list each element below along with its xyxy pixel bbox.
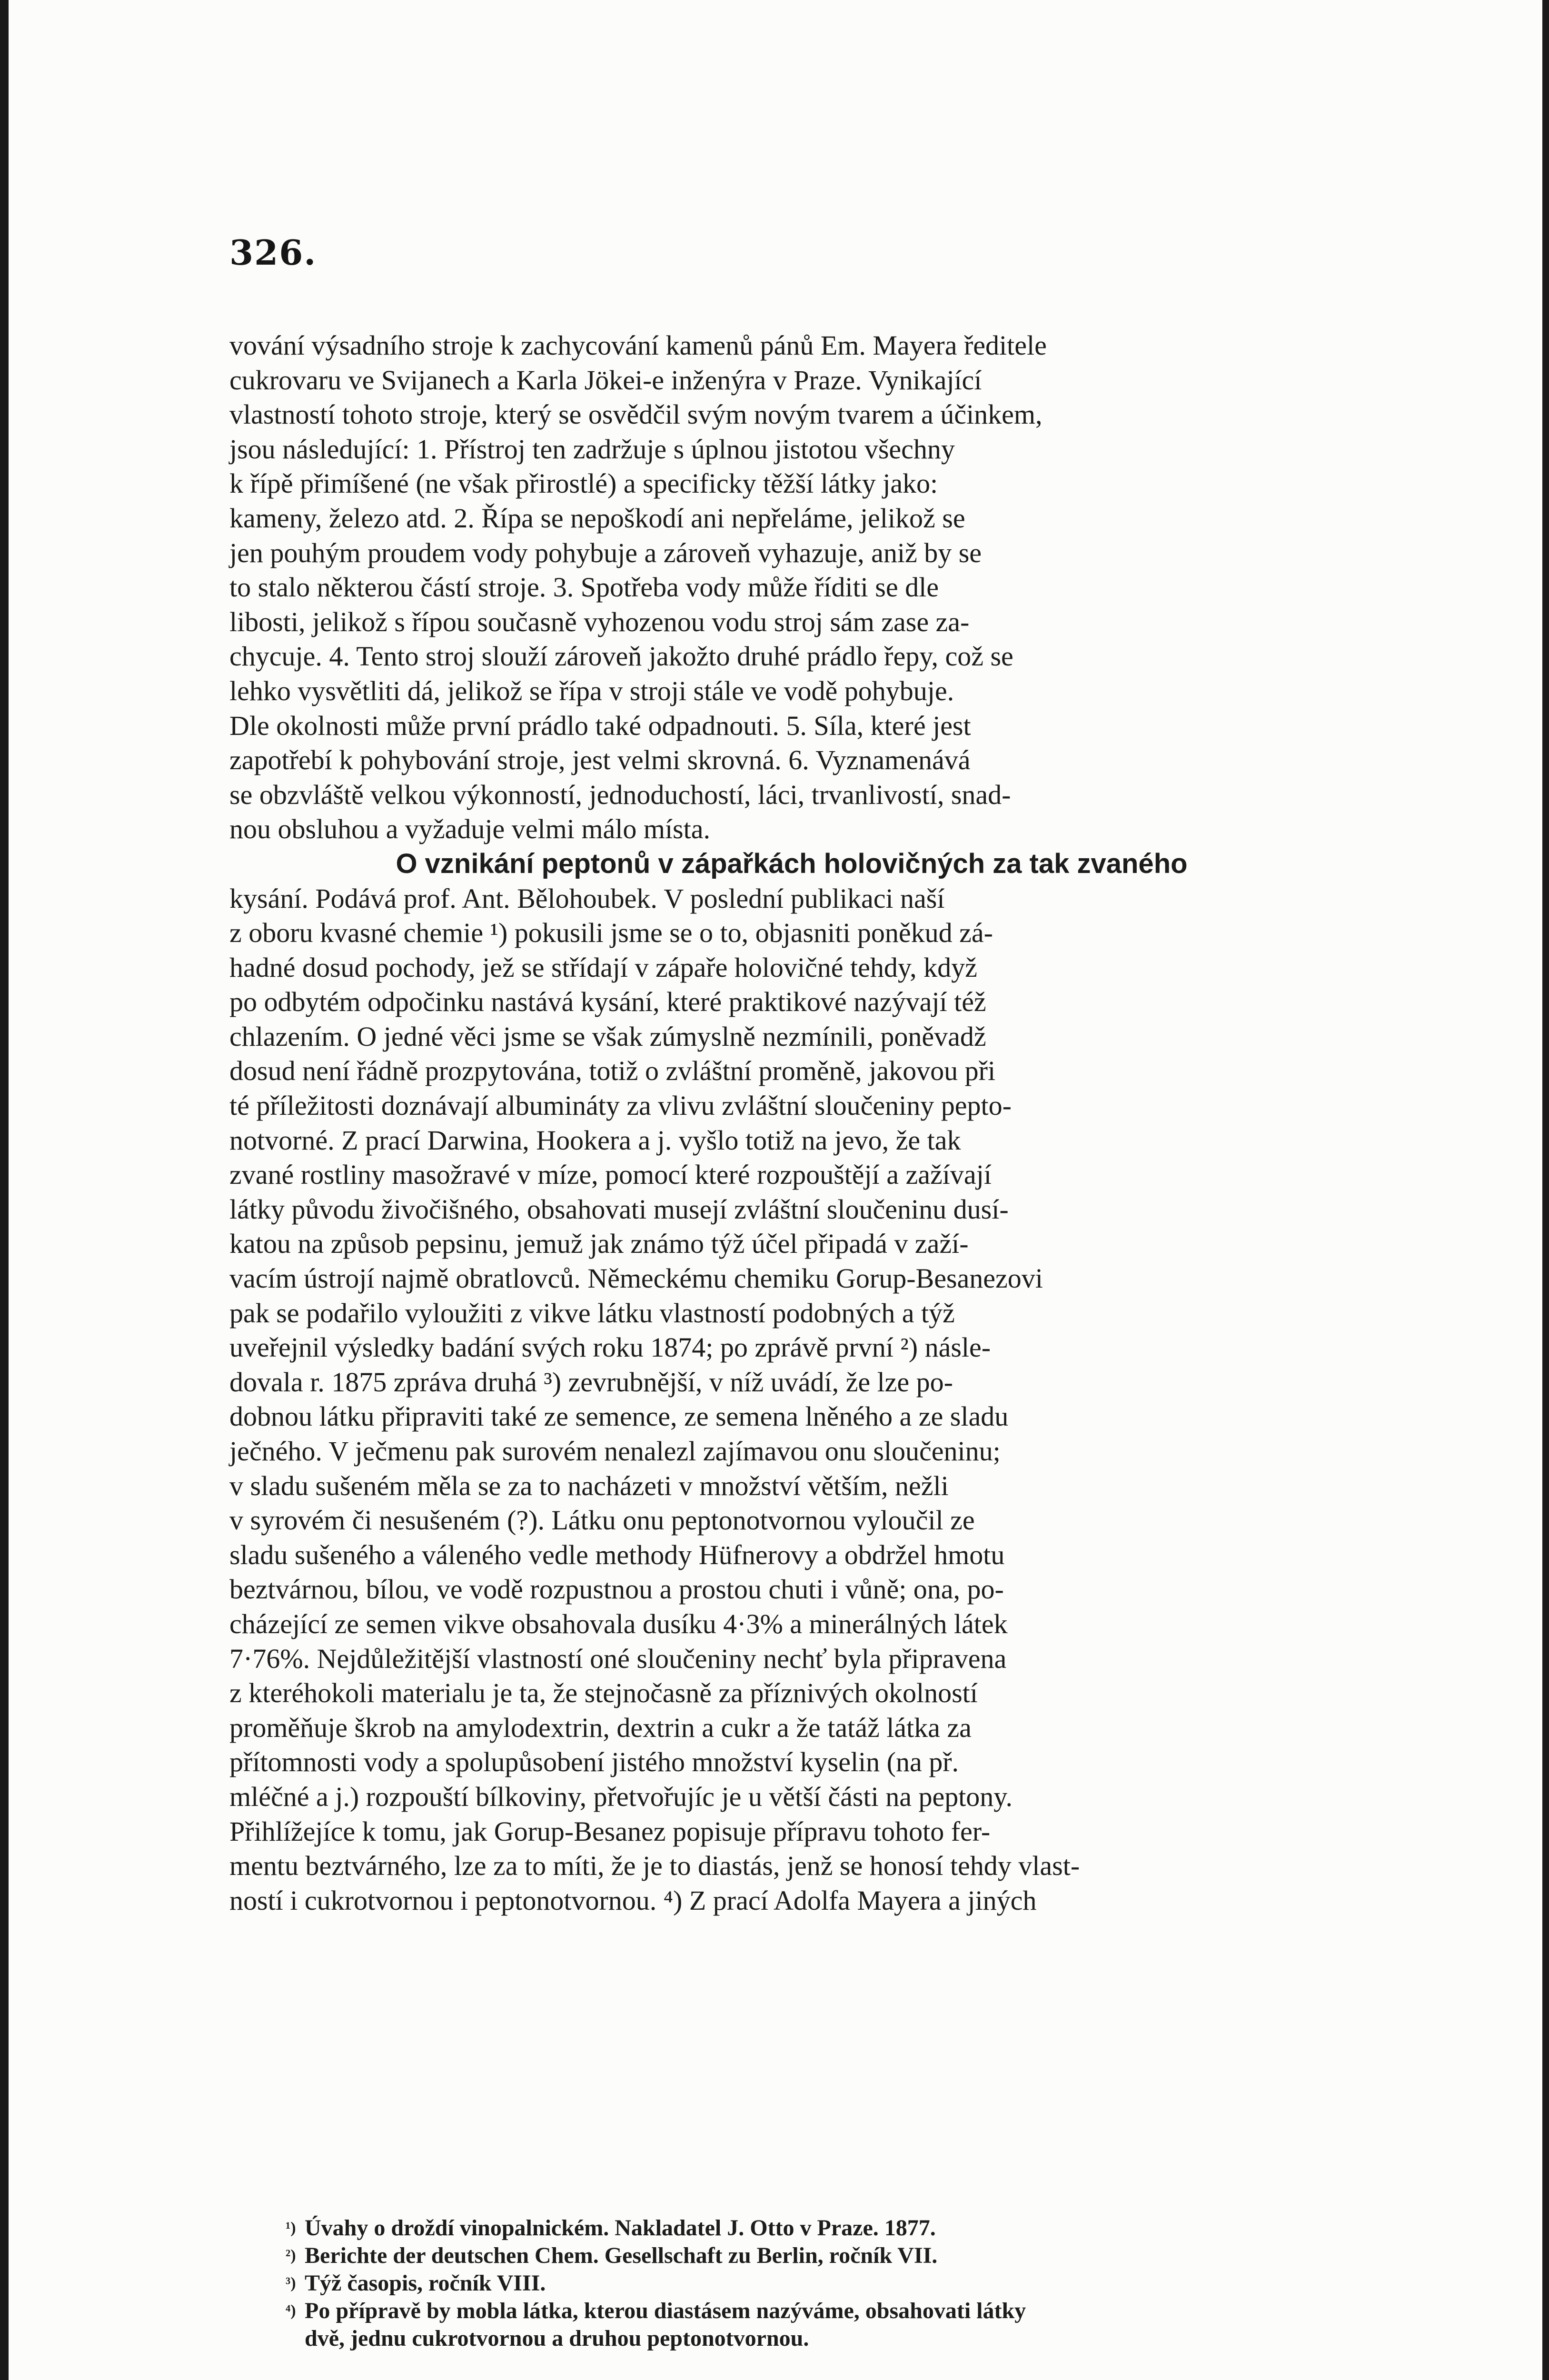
text-line: mentu beztvárného, lze za to míti, že je to diastás, jenž se honosí tehdy vlast- bbox=[229, 1850, 1080, 1882]
page-number: 326. bbox=[229, 232, 317, 273]
text-line: chlazením. O jedné věci jsme se však zúmyslně nezmínili, poněvadž bbox=[229, 1021, 986, 1052]
text-line: z oboru kvasné chemie ¹) pokusili jsme se o to, objasniti poněkud zá- bbox=[229, 917, 993, 949]
text-line: látky původu živočišného, obsahovati musejí zvláštní sloučeninu dusí- bbox=[229, 1193, 1009, 1225]
text-line: uveřejnil výsledky badání svých roku 1874; po zprávě první ²) násle- bbox=[229, 1332, 991, 1363]
text-line: té příležitosti doznávají albumináty za vlivu zvláštní sloučeniny pepto- bbox=[229, 1090, 1012, 1121]
text-line: ječného. V ječmenu pak surovém nenalezl zajímavou onu sloučeninu; bbox=[229, 1436, 1001, 1467]
footnote-4-continuation bbox=[286, 2325, 1357, 2352]
text-line: mléčné a j.) rozpouští bílkoviny, přetvořujíc je u větší části na peptony. bbox=[229, 1781, 1013, 1812]
text-line: Přihlížejíce k tomu, jak Gorup-Besanez popisuje přípravu tohoto fer- bbox=[229, 1815, 991, 1847]
text-line: dosud není řádně prozpytována, totiž o zvláštní proměně, jakovou při bbox=[229, 1055, 996, 1087]
footnote-1 bbox=[286, 2214, 1357, 2242]
text-line: nou obsluhou a vyžaduje velmi málo místa. bbox=[229, 813, 710, 845]
footnote-text: dvě, jednu cukrotvornou a druhou peptonotvornou. bbox=[305, 2326, 809, 2351]
text-line: Dle okolnosti může první prádlo také odpadnouti. 5. Síla, které jest bbox=[229, 710, 971, 741]
text-line: kysání. Podává prof. Ant. Bělohoubek. V poslední publikaci naší bbox=[229, 883, 945, 914]
footnote-2 bbox=[286, 2242, 1357, 2270]
text-line: vlastností tohoto stroje, který se osvědčil svým novým tvarem a účinkem, bbox=[229, 399, 1043, 430]
text-line: ností i cukrotvornou i peptonotvornou. ⁴) Z prací Adolfa Mayera a jiných bbox=[229, 1884, 1037, 1916]
text-line: vování výsadního stroje k zachycování kamenů pánů Em. Mayera ředitele bbox=[229, 330, 1047, 361]
text-line: se obzvláště velkou výkonností, jednoduchostí, láci, trvanlivostí, snad- bbox=[229, 779, 1011, 810]
paragraph-stone-catcher bbox=[229, 328, 1354, 847]
text-line: dovala r. 1875 zpráva druhá ³) zevrubnější, v níž uvádí, že lze po- bbox=[229, 1366, 953, 1398]
footnote-marker: ¹) bbox=[286, 2219, 296, 2237]
text-line: k řípě přimíšené (ne však přirostlé) a specificky těžší látky jako: bbox=[229, 468, 938, 499]
text-line: zvané rostliny masožravé v míze, pomocí které rozpouštějí a zažívají bbox=[229, 1159, 992, 1190]
text-line: katou na způsob pepsinu, jemuž jak známo týž účel připadá v zaží- bbox=[229, 1228, 969, 1259]
scan-border-right bbox=[1542, 0, 1549, 2380]
text-line: z kteréhokoli materialu je ta, že stejnočasně za příznivých okolností bbox=[229, 1677, 978, 1709]
scan-border-left bbox=[0, 0, 9, 2380]
text-line: beztvárnou, bílou, ve vodě rozpustnou a prostou chuti i vůně; ona, po- bbox=[229, 1574, 1004, 1605]
body-text bbox=[229, 328, 1354, 1918]
footnote-4 bbox=[286, 2297, 1357, 2325]
section-heading: O vznikání peptonů v zápařkách holovičných za tak zvaného bbox=[396, 848, 1188, 879]
text-line: pak se podařilo vyloužiti z vikve látku vlastností podobných a týž bbox=[229, 1297, 955, 1329]
footnote-text: Po přípravě by mobla látka, kterou diastásem nazýváme, obsahovati látky bbox=[305, 2298, 1026, 2323]
text-line: proměňuje škrob na amylodextrin, dextrin a cukr a že tatáž látka za bbox=[229, 1712, 972, 1743]
text-line: přítomnosti vody a spolupůsobení jistého množství kyselin (na př. bbox=[229, 1746, 959, 1778]
text-line: vacím ústrojí najmě obratlovců. Německému chemiku Gorup-Besanezovi bbox=[229, 1263, 1043, 1294]
text-line: kameny, železo atd. 2. Řípa se nepoškodí ani nepřeláme, jelikož se bbox=[229, 502, 965, 534]
text-line: v sladu sušeném měla se za to nacházeti v množství větším, nežli bbox=[229, 1470, 949, 1501]
text-line: v syrovém či nesušeném (?). Látku onu peptonotvornou vyloučil ze bbox=[229, 1505, 975, 1536]
text-line: zapotřebí k pohybování stroje, jest velmi skrovná. 6. Vyznamenává bbox=[229, 744, 971, 776]
text-line: cukrovaru ve Svijanech a Karla Jökei-e inženýra v Praze. Vynikající bbox=[229, 364, 982, 396]
text-line: dobnou látku připraviti také ze semence, ze semena lněného a ze sladu bbox=[229, 1401, 1009, 1432]
text-line: chycuje. 4. Tento stroj slouží zároveň jakožto druhé prádlo řepy, což se bbox=[229, 641, 1013, 672]
text-line: hadné dosud pochody, jež se střídají v zápaře holovičné tehdy, když bbox=[229, 952, 977, 983]
footnote-text: Týž časopis, ročník VIII. bbox=[305, 2271, 546, 2296]
footnote-marker: ²) bbox=[286, 2247, 296, 2264]
footnote-3 bbox=[286, 2270, 1357, 2297]
text-line: 7·76%. Nejdůležitější vlastností oné sloučeniny nechť byla připravena bbox=[229, 1643, 1007, 1674]
footnote-marker: ³) bbox=[286, 2274, 296, 2292]
text-line: to stalo některou částí stroje. 3. Spotřeba vody může říditi se dle bbox=[229, 572, 939, 603]
text-line: cházející ze semen vikve obsahovala dusíku 4·3% a minerálných látek bbox=[229, 1608, 1008, 1639]
text-line: notvorné. Z prací Darwina, Hookera a j. vyšlo totiž na jevo, že tak bbox=[229, 1124, 961, 1156]
paragraph-peptones bbox=[229, 847, 1354, 1918]
text-line: jen pouhým proudem vody pohybuje a zároveň vyhazuje, aniž by se bbox=[229, 537, 982, 568]
text-line: po odbytém odpočinku nastává kysání, které praktikové nazývají též bbox=[229, 986, 986, 1018]
text-line: lehko vysvětliti dá, jelikož se řípa v stroji stále ve vodě pohybuje. bbox=[229, 675, 954, 706]
footnote-text: Berichte der deutschen Chem. Gesellschaft zu Berlin, ročník VII. bbox=[305, 2243, 938, 2268]
footnote-marker: ⁴) bbox=[286, 2302, 296, 2320]
text-line: jsou následující: 1. Přístroj ten zadržuje s úplnou jistotou všechny bbox=[229, 433, 955, 465]
footnote-text: Úvahy o droždí vinopalnickém. Nakladatel J. Otto v Praze. 1877. bbox=[305, 2215, 936, 2241]
footnotes bbox=[286, 2214, 1357, 2352]
text-line: sladu sušeného a váleného vedle methody Hüfnerovy a obdržel hmotu bbox=[229, 1539, 1005, 1570]
footnote-marker bbox=[286, 2325, 305, 2352]
text-line: libosti, jelikož s řípou současně vyhozenou vodu stroj sám zase za- bbox=[229, 606, 970, 637]
